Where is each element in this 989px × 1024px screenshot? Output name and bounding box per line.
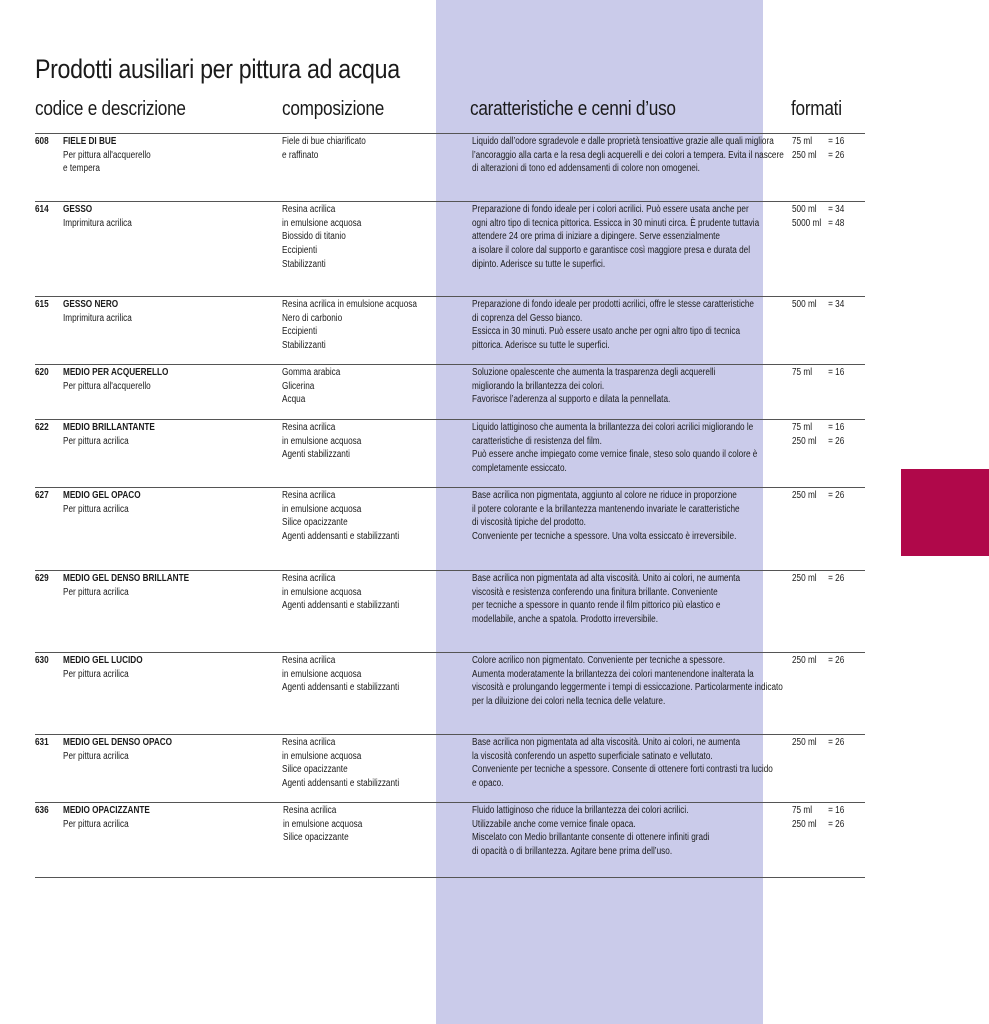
product-subtitle: Per pittura acrilica <box>63 435 129 447</box>
product-formats <box>792 298 844 312</box>
description-line: modellabile, anche a spatola. Prodotto irreversibile. <box>472 614 658 626</box>
product-description <box>472 489 740 544</box>
format-entry <box>792 818 844 832</box>
product-description <box>472 654 783 709</box>
description-line: Utilizzabile anche come vernice finale opaca. <box>472 818 636 830</box>
description-line: per la diluizione dei colori nella tecnica delle velature. <box>472 696 666 708</box>
description-line: caratteristiche di resistenza del film. <box>472 435 602 447</box>
product-composition <box>283 804 362 845</box>
format-quantity: 250 ml <box>792 435 817 447</box>
format-quantity: 250 ml <box>792 655 817 666</box>
product-formats <box>792 804 844 831</box>
format-entry <box>792 366 844 380</box>
format-entry <box>792 489 844 503</box>
composition-line: in emulsione acquosa <box>282 217 362 229</box>
row-divider <box>35 734 865 735</box>
format-code: = 26 <box>828 435 845 447</box>
composition-line: Resina acrilica in emulsione acquosa <box>282 299 417 310</box>
product-code: 615 <box>35 299 49 310</box>
description-line: Fluido lattiginoso che riduce la brillantezza dei colori acrilici. <box>472 805 689 816</box>
format-entry <box>792 298 844 312</box>
description-line: viscosità e resistenza conferendo una finitura brillante. Conveniente <box>472 586 718 598</box>
composition-line: Agenti addensanti e stabilizzanti <box>282 778 400 790</box>
product-composition <box>282 654 399 695</box>
header-composition: composizione <box>282 98 385 120</box>
product-code: 614 <box>35 204 49 215</box>
composition-line: Agenti addensanti e stabilizzanti <box>282 600 400 612</box>
product-code: 608 <box>35 136 49 147</box>
format-quantity: 500 ml <box>792 299 817 310</box>
format-code: = 16 <box>828 367 845 378</box>
product-name-block <box>63 135 151 176</box>
product-name: GESSO <box>63 204 93 215</box>
format-code: = 16 <box>828 422 845 433</box>
product-code: 631 <box>35 737 49 748</box>
row-divider <box>35 364 865 365</box>
product-name: MEDIO BRILLANTANTE <box>63 422 155 433</box>
format-code: = 26 <box>828 149 845 161</box>
format-entry <box>792 217 844 231</box>
description-line: Base acrilica non pigmentata, aggiunto al colore ne riduce in proporzione <box>472 490 737 501</box>
composition-line: Resina acrilica <box>282 204 336 215</box>
composition-line: Agenti stabilizzanti <box>282 449 350 461</box>
product-name-block <box>63 804 150 831</box>
product-name: MEDIO PER ACQUERELLO <box>63 367 169 378</box>
format-quantity: 250 ml <box>792 818 817 830</box>
composition-line: Eccipienti <box>282 326 318 338</box>
description-line: migliorando la brillantezza dei colori. <box>472 380 605 392</box>
description-line: attendere 24 ore prima di iniziare a dipingere. Serve essenzialmente <box>472 231 720 243</box>
product-subtitle: Per pittura acrilica <box>63 586 129 598</box>
format-entry <box>792 135 844 149</box>
composition-line: Resina acrilica <box>282 490 336 501</box>
page-title: Prodotti ausiliari per pittura ad acqua <box>35 54 400 84</box>
composition-line: Gomma arabica <box>282 367 341 378</box>
description-line: per tecniche a spessore in quanto rende il film pittorico più elastico e <box>472 600 721 612</box>
description-line: di viscosità tipiche del prodotto. <box>472 517 586 529</box>
format-quantity: 250 ml <box>792 490 817 501</box>
composition-line: in emulsione acquosa <box>283 818 363 830</box>
product-name-block <box>63 203 132 230</box>
format-entry <box>792 203 844 217</box>
description-line: Conveniente per tecniche a spessore. Una volta essiccato è irreversibile. <box>472 531 737 543</box>
product-name: MEDIO GEL DENSO BRILLANTE <box>63 573 190 584</box>
format-code: = 48 <box>828 217 845 229</box>
description-line: pittorica. Aderisce su tutte le superfici. <box>472 340 610 352</box>
product-name-block <box>63 421 155 448</box>
product-composition <box>282 489 399 544</box>
product-formats <box>792 135 844 162</box>
product-composition <box>282 135 366 162</box>
product-formats <box>792 489 844 503</box>
product-subtitle: Per pittura acrilica <box>63 668 129 680</box>
composition-line: in emulsione acquosa <box>282 586 362 598</box>
format-quantity: 500 ml <box>792 204 817 215</box>
description-line: la viscosità conferendo un aspetto superficiale satinato e vellutato. <box>472 750 713 762</box>
description-line: di alterazioni di tono ed addensamenti di colore non omogenei. <box>472 163 700 175</box>
composition-line: Resina acrilica <box>282 655 336 666</box>
description-line: Preparazione di fondo ideale per prodotti acrilici, offre le stesse caratteristiche <box>472 299 754 310</box>
format-quantity: 75 ml <box>792 367 813 378</box>
description-line: l’ancoraggio alla carta e la resa degli acquerelli e dei colori a tempera. Evita il nascere <box>472 149 784 161</box>
description-line: Può essere anche impiegato come vernice finale, steso solo quando il colore è <box>472 449 758 461</box>
section-tab-marker <box>901 469 989 556</box>
row-divider <box>35 201 865 202</box>
description-line: di coprenza del Gesso bianco. <box>472 312 583 324</box>
header-code-desc: codice e descrizione <box>35 98 186 120</box>
description-line: Miscelato con Medio brillantante consente di ottenere infiniti gradi <box>472 832 710 844</box>
product-code: 620 <box>35 367 49 378</box>
product-name: MEDIO OPACIZZANTE <box>63 805 150 816</box>
product-code: 630 <box>35 655 49 666</box>
product-code: 622 <box>35 422 49 433</box>
product-description <box>472 572 740 627</box>
description-line: ogni altro tipo di tecnica pittorica. Essicca in 30 minuti circa. È prudente tuttavia <box>472 217 760 229</box>
composition-line: in emulsione acquosa <box>282 750 362 762</box>
description-line: Base acrilica non pigmentata ad alta viscosità. Unito ai colori, ne aumenta <box>472 573 741 584</box>
description-line: viscosità e prolungando leggermente i tempi di essiccazione. Particolarmente indicato <box>472 682 783 694</box>
description-line: Essicca in 30 minuti. Può essere usato anche per ogni altro tipo di tecnica <box>472 326 741 338</box>
composition-line: Silice opacizzante <box>283 832 349 844</box>
description-line: Preparazione di fondo ideale per i colori acrilici. Può essere usata anche per <box>472 204 749 215</box>
description-line: dipinto. Aderisce su tutte le superfici. <box>472 258 606 270</box>
description-line: Conveniente per tecniche a spessore. Consente di ottenere forti contrasti tra lucido <box>472 764 773 776</box>
format-entry <box>792 149 844 163</box>
composition-line: Glicerina <box>282 380 315 392</box>
product-name: FIELE DI BUE <box>63 136 117 147</box>
product-subtitle: Per pittura acrilica <box>63 503 129 515</box>
format-code: = 34 <box>828 299 845 310</box>
header-characteristics: caratteristiche e cenni d’uso <box>470 98 676 120</box>
format-code: = 26 <box>828 573 845 584</box>
product-subtitle: e tempera <box>63 163 100 175</box>
product-name-block <box>63 654 143 681</box>
description-line: Colore acrilico non pigmentato. Conveniente per tecniche a spessore. <box>472 655 725 666</box>
composition-line: Resina acrilica <box>282 573 336 584</box>
composition-line: Nero di carbonio <box>282 312 343 324</box>
product-code: 629 <box>35 573 49 584</box>
product-code: 636 <box>35 805 49 816</box>
product-formats <box>792 736 844 750</box>
description-line: Base acrilica non pigmentata ad alta viscosità. Unito ai colori, ne aumenta <box>472 737 741 748</box>
composition-line: in emulsione acquosa <box>282 668 362 680</box>
product-description <box>472 135 784 176</box>
description-line: il potere colorante e la brillantezza mantenendo invariate le caratteristiche <box>472 503 740 515</box>
product-name: MEDIO GEL OPACO <box>63 490 141 501</box>
header-formats: formati <box>791 98 842 120</box>
composition-line: Silice opacizzante <box>282 764 348 776</box>
format-entry <box>792 572 844 586</box>
format-entry <box>792 421 844 435</box>
composition-line: Resina acrilica <box>282 422 336 433</box>
product-description <box>472 804 709 859</box>
composition-line: in emulsione acquosa <box>282 503 362 515</box>
product-description <box>472 203 759 272</box>
product-name-block <box>63 489 141 516</box>
product-subtitle: Per pittura acrilica <box>63 818 129 830</box>
description-line: a isolare il colore dal supporto e garantisce così maggiore presa e durata del <box>472 245 751 257</box>
product-description <box>472 298 754 353</box>
product-name: MEDIO GEL DENSO OPACO <box>63 737 173 748</box>
format-quantity: 5000 ml <box>792 217 822 229</box>
row-divider <box>35 652 865 653</box>
format-quantity: 250 ml <box>792 573 817 584</box>
row-divider <box>35 877 865 878</box>
product-subtitle: Imprimitura acrilica <box>63 312 132 324</box>
row-divider <box>35 802 865 803</box>
description-line: Soluzione opalescente che aumenta la trasparenza degli acquerelli <box>472 367 716 378</box>
product-formats <box>792 366 844 380</box>
product-name: GESSO NERO <box>63 299 119 310</box>
product-subtitle: Per pittura acrilica <box>63 750 129 762</box>
composition-line: Resina acrilica <box>283 805 337 816</box>
product-formats <box>792 421 844 448</box>
product-description <box>472 421 757 476</box>
format-entry <box>792 736 844 750</box>
product-formats <box>792 572 844 586</box>
product-composition <box>282 736 399 791</box>
format-quantity: 250 ml <box>792 737 817 748</box>
format-code: = 34 <box>828 204 845 215</box>
format-entry <box>792 654 844 668</box>
description-line: e opaco. <box>472 778 504 790</box>
description-line: completamente essiccato. <box>472 463 567 475</box>
product-composition <box>282 572 399 613</box>
composition-line: Agenti addensanti e stabilizzanti <box>282 682 400 694</box>
composition-line: in emulsione acquosa <box>282 435 362 447</box>
composition-line: Biossido di titanio <box>282 231 346 243</box>
product-description <box>472 736 773 791</box>
format-code: = 26 <box>828 655 845 666</box>
format-quantity: 250 ml <box>792 149 817 161</box>
composition-line: Acqua <box>282 394 306 406</box>
product-code: 627 <box>35 490 49 501</box>
composition-line: Fiele di bue chiarificato <box>282 136 366 147</box>
product-composition <box>282 298 417 353</box>
product-formats <box>792 654 844 668</box>
description-line: Favorisce l’aderenza al supporto e dilata la pennellata. <box>472 394 671 406</box>
composition-line: Stabilizzanti <box>282 340 326 352</box>
description-line: di opacità o di brillantezza. Agitare bene prima dell’uso. <box>472 846 673 858</box>
format-code: = 26 <box>828 490 845 501</box>
format-quantity: 75 ml <box>792 422 813 433</box>
product-composition <box>282 421 361 462</box>
composition-line: Eccipienti <box>282 245 318 257</box>
product-composition <box>282 203 361 272</box>
row-divider <box>35 419 865 420</box>
row-divider <box>35 133 865 134</box>
format-code: = 16 <box>828 805 845 816</box>
product-subtitle: Per pittura all'acquerello <box>63 380 151 392</box>
product-name-block <box>63 298 132 325</box>
product-name-block <box>63 366 168 393</box>
format-entry <box>792 435 844 449</box>
row-divider <box>35 487 865 488</box>
product-name-block <box>63 572 189 599</box>
format-code: = 16 <box>828 136 845 147</box>
composition-line: Stabilizzanti <box>282 258 326 270</box>
product-composition <box>282 366 340 407</box>
product-description <box>472 366 715 407</box>
composition-line: Resina acrilica <box>282 737 336 748</box>
product-name-block <box>63 736 172 763</box>
composition-line: e raffinato <box>282 149 319 161</box>
format-quantity: 75 ml <box>792 805 813 816</box>
product-formats <box>792 203 844 230</box>
description-line: Liquido dall’odore sgradevole e dalle proprietà tensioattive grazie alle quali migliora <box>472 136 774 147</box>
description-line: Liquido lattiginoso che aumenta la brillantezza dei colori acrilici migliorando le <box>472 422 754 433</box>
row-divider <box>35 296 865 297</box>
row-divider <box>35 570 865 571</box>
product-subtitle: Per pittura all'acquerello <box>63 149 151 161</box>
description-line: Aumenta moderatamente la brillantezza dei colori mantenendone inalterata la <box>472 668 754 680</box>
composition-line: Agenti addensanti e stabilizzanti <box>282 531 400 543</box>
product-name: MEDIO GEL LUCIDO <box>63 655 143 666</box>
format-entry <box>792 804 844 818</box>
format-quantity: 75 ml <box>792 136 813 147</box>
product-subtitle: Imprimitura acrilica <box>63 217 132 229</box>
format-code: = 26 <box>828 737 845 748</box>
format-code: = 26 <box>828 818 845 830</box>
composition-line: Silice opacizzante <box>282 517 348 529</box>
